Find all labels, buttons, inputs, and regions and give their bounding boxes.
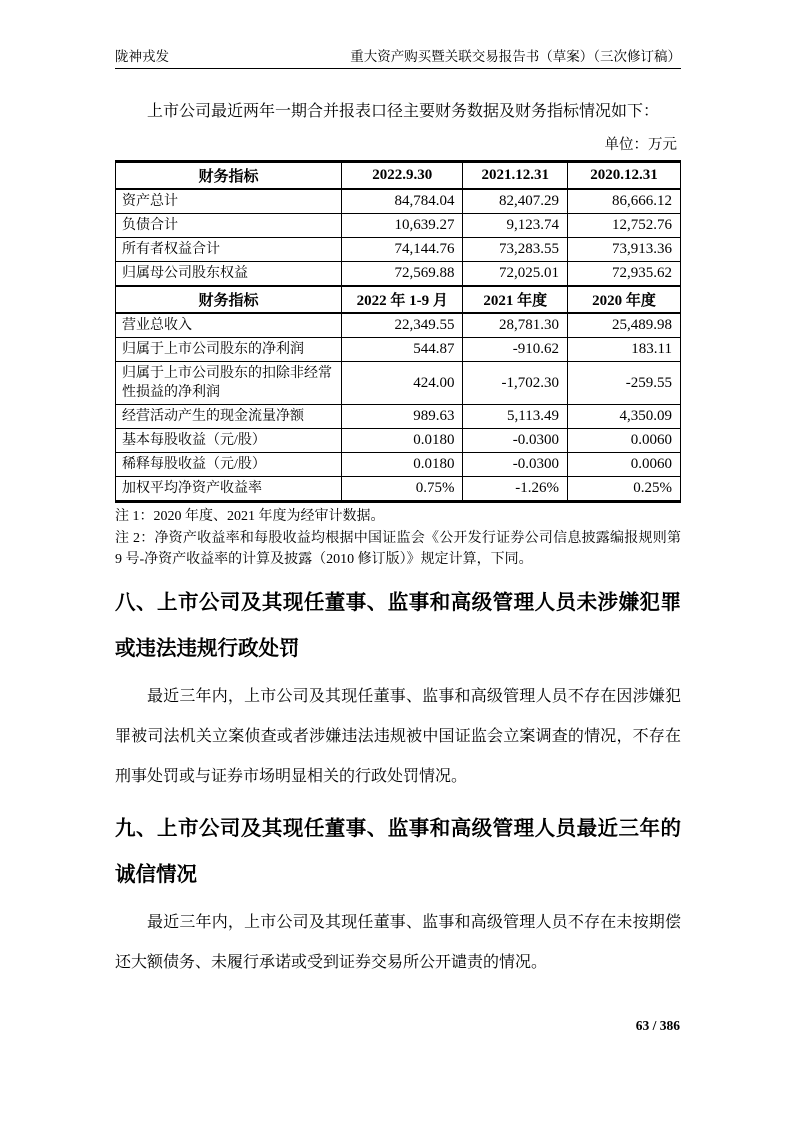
- table-row: [116, 262, 681, 287]
- value-cell: 12,752.76: [567, 214, 680, 238]
- section-body-8: 最近三年内，上市公司及其现任董事、监事和高级管理人员不存在因涉嫌犯罪被司法机关立案侦查或者涉嫌违法违规被中国证监会立案调查的情况，不存在刑事处罚或与证券市场明显相关的行政处罚情况。: [115, 687, 681, 785]
- header-cell: 2021 年度: [463, 286, 568, 313]
- value-cell: 989.63: [342, 405, 463, 429]
- header-cell: 2022 年 1-9 月: [342, 286, 463, 313]
- section-heading-8: 八、上市公司及其现任董事、监事和高级管理人员未涉嫌犯罪或违法违规行政处罚: [115, 590, 681, 660]
- section-heading-9: 九、上市公司及其现任董事、监事和高级管理人员最近三年的诚信情况: [115, 816, 681, 886]
- value-cell: 544.87: [342, 338, 463, 362]
- value-cell: -1,702.30: [463, 362, 568, 405]
- financial-indicators-table: [115, 160, 681, 503]
- value-cell: 73,283.55: [463, 238, 568, 262]
- value-cell: -259.55: [567, 362, 680, 405]
- page-number: 63 / 386: [635, 1018, 680, 1033]
- value-cell: 84,784.04: [342, 189, 463, 214]
- table-row: [116, 429, 681, 453]
- table-row: [116, 214, 681, 238]
- value-cell: 9,123.74: [463, 214, 568, 238]
- value-cell: -910.62: [463, 338, 568, 362]
- value-cell: 86,666.12: [567, 189, 680, 214]
- value-cell: 0.75%: [342, 477, 463, 502]
- table-row: [116, 313, 681, 338]
- value-cell: 424.00: [342, 362, 463, 405]
- table-row: [116, 362, 681, 405]
- table-row: [116, 338, 681, 362]
- value-cell: -0.0300: [463, 429, 568, 453]
- indicator-cell: 稀释每股收益（元/股）: [116, 453, 342, 477]
- value-cell: 22,349.55: [342, 313, 463, 338]
- value-cell: 25,489.98: [567, 313, 680, 338]
- indicator-cell: 资产总计: [116, 189, 342, 214]
- indicator-cell: 归属于上市公司股东的扣除非经常性损益的净利润: [116, 362, 342, 405]
- page-content: [115, 48, 681, 983]
- indicator-cell: 加权平均净资产收益率: [116, 477, 342, 502]
- note-2: 注 2：净资产收益率和每股收益均根据中国证监会《公开发行证券公司信息披露编报规则第 9 号-净资产收益率的计算及披露（2010 修订版）》规定计算，下同。: [115, 530, 681, 567]
- value-cell: 82,407.29: [463, 189, 568, 214]
- company-short-name: 陇神戎发: [115, 49, 169, 64]
- value-cell: 0.0180: [342, 429, 463, 453]
- value-cell: 10,639.27: [342, 214, 463, 238]
- header-cell: 财务指标: [116, 286, 342, 313]
- header-cell: 2022.9.30: [342, 162, 463, 190]
- table-row: [116, 238, 681, 262]
- value-cell: -0.0300: [463, 453, 568, 477]
- value-cell: 0.0060: [567, 429, 680, 453]
- indicator-cell: 营业总收入: [116, 313, 342, 338]
- intro-paragraph: 上市公司最近两年一期合并报表口径主要财务数据及财务指标情况如下：: [147, 103, 660, 120]
- unit-label: 单位：万元: [604, 137, 677, 153]
- value-cell: 72,935.62: [567, 262, 680, 287]
- value-cell: 183.11: [567, 338, 680, 362]
- indicator-cell: 归属母公司股东权益: [116, 262, 342, 287]
- table-row: [116, 189, 681, 214]
- header-cell: 2020 年度: [567, 286, 680, 313]
- table-row: [116, 477, 681, 502]
- table-row: [116, 405, 681, 429]
- indicator-cell: 负债合计: [116, 214, 342, 238]
- table-header-row-income: [116, 286, 681, 313]
- value-cell: 73,913.36: [567, 238, 680, 262]
- table-header-row-balance: [116, 162, 681, 190]
- header-cell: 财务指标: [116, 162, 342, 190]
- indicator-cell: 归属于上市公司股东的净利润: [116, 338, 342, 362]
- indicator-cell: 经营活动产生的现金流量净额: [116, 405, 342, 429]
- value-cell: -1.26%: [463, 477, 568, 502]
- section-body-9: 最近三年内，上市公司及其现任董事、监事和高级管理人员不存在未按期偿还大额债务、未履行承诺或受到证券交易所公开谴责的情况。: [115, 913, 681, 971]
- indicator-cell: 所有者权益合计: [116, 238, 342, 262]
- table-notes: [115, 506, 681, 571]
- table-row: [116, 453, 681, 477]
- value-cell: 0.25%: [567, 477, 680, 502]
- value-cell: 28,781.30: [463, 313, 568, 338]
- running-header: [115, 48, 681, 69]
- value-cell: 0.0180: [342, 453, 463, 477]
- indicator-cell: 基本每股收益（元/股）: [116, 429, 342, 453]
- value-cell: 5,113.49: [463, 405, 568, 429]
- header-cell: 2020.12.31: [567, 162, 680, 190]
- value-cell: 0.0060: [567, 453, 680, 477]
- header-cell: 2021.12.31: [463, 162, 568, 190]
- value-cell: 72,025.01: [463, 262, 568, 287]
- value-cell: 72,569.88: [342, 262, 463, 287]
- value-cell: 74,144.76: [342, 238, 463, 262]
- report-title: 重大资产购买暨关联交易报告书（草案）（三次修订稿）: [350, 49, 681, 64]
- value-cell: 4,350.09: [567, 405, 680, 429]
- note-1: 注 1：2020 年度、2021 年度为经审计数据。: [115, 509, 385, 524]
